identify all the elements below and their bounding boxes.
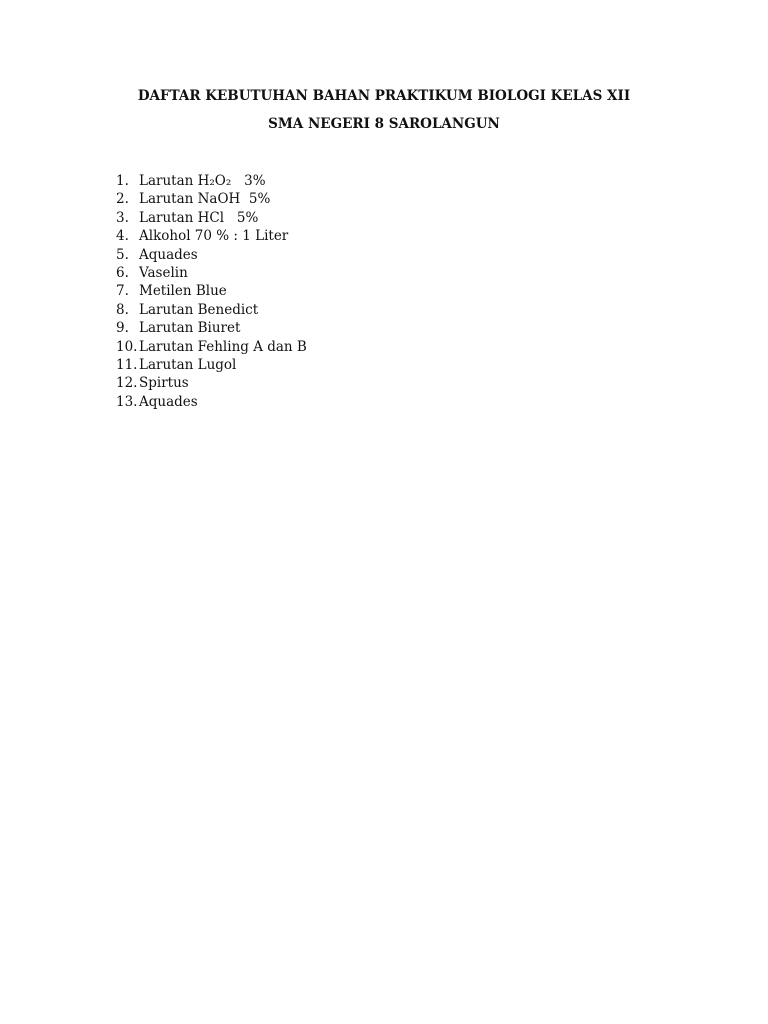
item-number: 11. bbox=[116, 356, 138, 373]
item-number: 12. bbox=[116, 375, 138, 392]
list-item bbox=[116, 338, 307, 356]
list-item bbox=[116, 282, 307, 300]
list-item bbox=[116, 264, 307, 282]
list-item bbox=[116, 356, 307, 374]
item-number: 13. bbox=[116, 393, 138, 410]
item-number: 4. bbox=[116, 228, 129, 245]
item-text: Aquades bbox=[139, 246, 198, 263]
item-text: Larutan Benedict bbox=[139, 301, 259, 318]
item-text: Larutan H₂O₂ 3% bbox=[139, 173, 266, 189]
item-number: 8. bbox=[116, 301, 129, 318]
list-item bbox=[116, 301, 307, 319]
item-number: 9. bbox=[116, 320, 129, 337]
item-number: 6. bbox=[116, 264, 129, 281]
materials-list bbox=[116, 172, 307, 411]
list-item bbox=[116, 374, 307, 392]
document-title: DAFTAR KEBUTUHAN BAHAN PRAKTIKUM BIOLOGI KELAS XII bbox=[137, 88, 631, 104]
item-text: Larutan Lugol bbox=[139, 356, 237, 373]
item-text: Spirtus bbox=[139, 375, 189, 392]
list-item bbox=[116, 190, 307, 208]
item-number: 10. bbox=[116, 338, 138, 355]
document-subtitle: SMA NEGERI 8 SAROLANGUN bbox=[268, 116, 500, 132]
item-number: 3. bbox=[116, 209, 129, 226]
list-item bbox=[116, 209, 307, 227]
list-item bbox=[116, 172, 307, 190]
list-item bbox=[116, 227, 307, 245]
item-number: 7. bbox=[116, 283, 129, 300]
item-text: Aquades bbox=[139, 393, 198, 410]
item-text: Vaselin bbox=[139, 264, 188, 281]
list-item bbox=[116, 319, 307, 337]
list-item bbox=[116, 393, 307, 411]
item-text: Larutan HCl 5% bbox=[139, 209, 259, 226]
list-item bbox=[116, 246, 307, 264]
item-text: Larutan Biuret bbox=[139, 320, 241, 337]
item-number: 5. bbox=[116, 246, 129, 263]
item-text: Metilen Blue bbox=[139, 283, 227, 300]
item-text: Alkohol 70 % : 1 Liter bbox=[139, 228, 289, 245]
item-text: Larutan NaOH 5% bbox=[139, 191, 271, 208]
item-number: 2. bbox=[116, 191, 129, 208]
item-number: 1. bbox=[116, 173, 129, 189]
item-text: Larutan Fehling A dan B bbox=[139, 338, 307, 355]
